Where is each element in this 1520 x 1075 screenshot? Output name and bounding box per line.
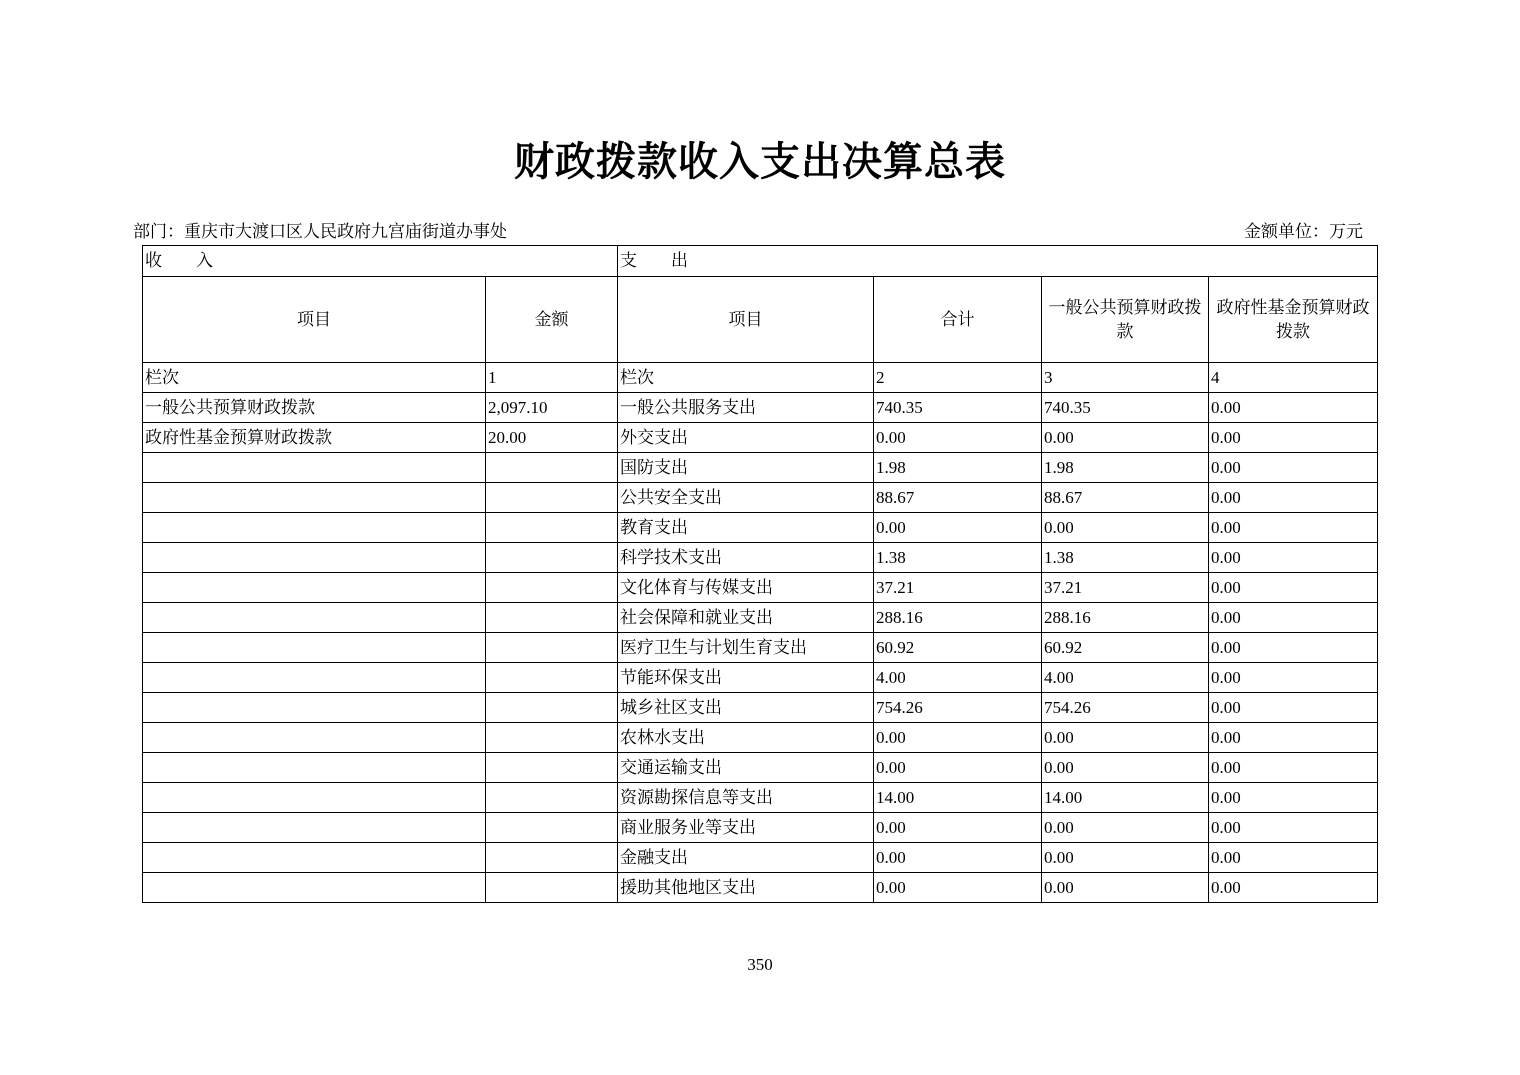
income-item-cell: 一般公共预算财政拨款 bbox=[143, 393, 486, 423]
exp-general-cell: 0.00 bbox=[1042, 423, 1209, 453]
exp-general-cell: 1.98 bbox=[1042, 453, 1209, 483]
exp-total-index: 2 bbox=[874, 363, 1042, 393]
income-item-cell bbox=[143, 873, 486, 903]
exp-total-cell: 14.00 bbox=[874, 783, 1042, 813]
income-item-header: 项目 bbox=[143, 277, 486, 363]
expenditure-section-header: 支 出 bbox=[618, 246, 1378, 277]
unit-label: 金额单位：万元 bbox=[1244, 222, 1363, 242]
exp-item-cell: 公共安全支出 bbox=[618, 483, 874, 513]
exp-total-cell: 0.00 bbox=[874, 813, 1042, 843]
exp-fund-cell: 0.00 bbox=[1209, 423, 1378, 453]
exp-fund-cell: 0.00 bbox=[1209, 753, 1378, 783]
income-item-cell bbox=[143, 663, 486, 693]
column-index-row bbox=[143, 363, 1378, 393]
exp-fund-cell: 0.00 bbox=[1209, 873, 1378, 903]
exp-total-cell: 0.00 bbox=[874, 723, 1042, 753]
exp-item-cell: 国防支出 bbox=[618, 453, 874, 483]
income-amount-cell bbox=[486, 813, 618, 843]
income-amount-cell: 2,097.10 bbox=[486, 393, 618, 423]
table-row bbox=[143, 513, 1378, 543]
income-amount-cell bbox=[486, 663, 618, 693]
income-item-cell bbox=[143, 483, 486, 513]
table-row bbox=[143, 483, 1378, 513]
exp-total-cell: 0.00 bbox=[874, 513, 1042, 543]
appropriation-table bbox=[142, 245, 1378, 903]
income-item-cell bbox=[143, 843, 486, 873]
table-row bbox=[143, 783, 1378, 813]
exp-general-cell: 740.35 bbox=[1042, 393, 1209, 423]
exp-item-cell: 援助其他地区支出 bbox=[618, 873, 874, 903]
income-amount-cell: 20.00 bbox=[486, 423, 618, 453]
exp-fund-index: 4 bbox=[1209, 363, 1378, 393]
exp-total-cell: 0.00 bbox=[874, 873, 1042, 903]
income-item-cell bbox=[143, 513, 486, 543]
exp-total-cell: 288.16 bbox=[874, 603, 1042, 633]
exp-general-cell: 60.92 bbox=[1042, 633, 1209, 663]
exp-fund-cell: 0.00 bbox=[1209, 693, 1378, 723]
exp-fund-cell: 0.00 bbox=[1209, 843, 1378, 873]
exp-fund-cell: 0.00 bbox=[1209, 663, 1378, 693]
exp-item-cell: 社会保障和就业支出 bbox=[618, 603, 874, 633]
exp-fund-header: 政府性基金预算财政拨款 bbox=[1209, 277, 1378, 363]
exp-general-cell: 88.67 bbox=[1042, 483, 1209, 513]
income-amount-cell bbox=[486, 543, 618, 573]
exp-total-cell: 1.98 bbox=[874, 453, 1042, 483]
exp-fund-cell: 0.00 bbox=[1209, 513, 1378, 543]
income-amount-index: 1 bbox=[486, 363, 618, 393]
income-item-cell: 政府性基金预算财政拨款 bbox=[143, 423, 486, 453]
exp-item-header: 项目 bbox=[618, 277, 874, 363]
table-row bbox=[143, 573, 1378, 603]
exp-total-cell: 37.21 bbox=[874, 573, 1042, 603]
income-item-cell bbox=[143, 453, 486, 483]
exp-total-cell: 4.00 bbox=[874, 663, 1042, 693]
exp-general-cell: 754.26 bbox=[1042, 693, 1209, 723]
exp-item-cell: 节能环保支出 bbox=[618, 663, 874, 693]
income-item-cell bbox=[143, 603, 486, 633]
income-amount-cell bbox=[486, 843, 618, 873]
exp-general-cell: 14.00 bbox=[1042, 783, 1209, 813]
exp-general-cell: 0.00 bbox=[1042, 813, 1209, 843]
exp-total-cell: 0.00 bbox=[874, 753, 1042, 783]
exp-fund-cell: 0.00 bbox=[1209, 813, 1378, 843]
exp-item-cell: 医疗卫生与计划生育支出 bbox=[618, 633, 874, 663]
exp-general-header: 一般公共预算财政拨款 bbox=[1042, 277, 1209, 363]
table-row bbox=[143, 813, 1378, 843]
income-item-cell bbox=[143, 693, 486, 723]
income-amount-cell bbox=[486, 783, 618, 813]
income-item-cell bbox=[143, 573, 486, 603]
exp-general-cell: 0.00 bbox=[1042, 753, 1209, 783]
income-index-label: 栏次 bbox=[143, 363, 486, 393]
exp-total-cell: 88.67 bbox=[874, 483, 1042, 513]
exp-fund-cell: 0.00 bbox=[1209, 483, 1378, 513]
exp-fund-cell: 0.00 bbox=[1209, 393, 1378, 423]
exp-item-cell: 文化体育与传媒支出 bbox=[618, 573, 874, 603]
table-row bbox=[143, 693, 1378, 723]
table-row bbox=[143, 873, 1378, 903]
table-row bbox=[143, 753, 1378, 783]
income-item-cell bbox=[143, 723, 486, 753]
exp-item-cell: 交通运输支出 bbox=[618, 753, 874, 783]
exp-fund-cell: 0.00 bbox=[1209, 783, 1378, 813]
table-row bbox=[143, 663, 1378, 693]
exp-fund-cell: 0.00 bbox=[1209, 603, 1378, 633]
exp-item-cell: 一般公共服务支出 bbox=[618, 393, 874, 423]
page-title: 财政拨款收入支出决算总表 bbox=[514, 138, 1006, 185]
income-section-header: 收 入 bbox=[143, 246, 618, 277]
income-amount-cell bbox=[486, 513, 618, 543]
exp-index-label: 栏次 bbox=[618, 363, 874, 393]
exp-total-cell: 0.00 bbox=[874, 423, 1042, 453]
exp-total-cell: 0.00 bbox=[874, 843, 1042, 873]
exp-general-cell: 0.00 bbox=[1042, 873, 1209, 903]
income-amount-cell bbox=[486, 603, 618, 633]
exp-general-cell: 0.00 bbox=[1042, 723, 1209, 753]
column-header-row bbox=[143, 277, 1378, 363]
exp-item-cell: 商业服务业等支出 bbox=[618, 813, 874, 843]
exp-total-cell: 1.38 bbox=[874, 543, 1042, 573]
income-item-cell bbox=[143, 543, 486, 573]
exp-fund-cell: 0.00 bbox=[1209, 453, 1378, 483]
exp-total-cell: 740.35 bbox=[874, 393, 1042, 423]
exp-fund-cell: 0.00 bbox=[1209, 723, 1378, 753]
table-row bbox=[143, 603, 1378, 633]
income-amount-header: 金额 bbox=[486, 277, 618, 363]
page-number: 350 bbox=[747, 955, 773, 974]
section-header-row bbox=[143, 246, 1378, 277]
table-row bbox=[143, 453, 1378, 483]
table-row bbox=[143, 633, 1378, 663]
income-amount-cell bbox=[486, 483, 618, 513]
income-amount-cell bbox=[486, 873, 618, 903]
exp-item-cell: 教育支出 bbox=[618, 513, 874, 543]
exp-item-cell: 城乡社区支出 bbox=[618, 693, 874, 723]
income-item-cell bbox=[143, 813, 486, 843]
exp-general-cell: 0.00 bbox=[1042, 843, 1209, 873]
income-item-cell bbox=[143, 633, 486, 663]
exp-item-cell: 金融支出 bbox=[618, 843, 874, 873]
department-label: 部门：重庆市大渡口区人民政府九宫庙街道办事处 bbox=[133, 222, 507, 242]
income-amount-cell bbox=[486, 573, 618, 603]
exp-fund-cell: 0.00 bbox=[1209, 543, 1378, 573]
exp-item-cell: 资源勘探信息等支出 bbox=[618, 783, 874, 813]
exp-general-cell: 1.38 bbox=[1042, 543, 1209, 573]
table-row bbox=[143, 723, 1378, 753]
exp-total-cell: 60.92 bbox=[874, 633, 1042, 663]
exp-general-cell: 4.00 bbox=[1042, 663, 1209, 693]
table-row bbox=[143, 843, 1378, 873]
table-row bbox=[143, 423, 1378, 453]
income-item-cell bbox=[143, 753, 486, 783]
exp-general-index: 3 bbox=[1042, 363, 1209, 393]
income-item-cell bbox=[143, 783, 486, 813]
exp-item-cell: 农林水支出 bbox=[618, 723, 874, 753]
exp-fund-cell: 0.00 bbox=[1209, 573, 1378, 603]
exp-total-header: 合计 bbox=[874, 277, 1042, 363]
income-amount-cell bbox=[486, 723, 618, 753]
exp-general-cell: 288.16 bbox=[1042, 603, 1209, 633]
exp-total-cell: 754.26 bbox=[874, 693, 1042, 723]
exp-item-cell: 外交支出 bbox=[618, 423, 874, 453]
exp-general-cell: 0.00 bbox=[1042, 513, 1209, 543]
income-amount-cell bbox=[486, 453, 618, 483]
exp-general-cell: 37.21 bbox=[1042, 573, 1209, 603]
income-amount-cell bbox=[486, 753, 618, 783]
income-amount-cell bbox=[486, 633, 618, 663]
table-row bbox=[143, 393, 1378, 423]
table-row bbox=[143, 543, 1378, 573]
income-amount-cell bbox=[486, 693, 618, 723]
exp-fund-cell: 0.00 bbox=[1209, 633, 1378, 663]
exp-item-cell: 科学技术支出 bbox=[618, 543, 874, 573]
